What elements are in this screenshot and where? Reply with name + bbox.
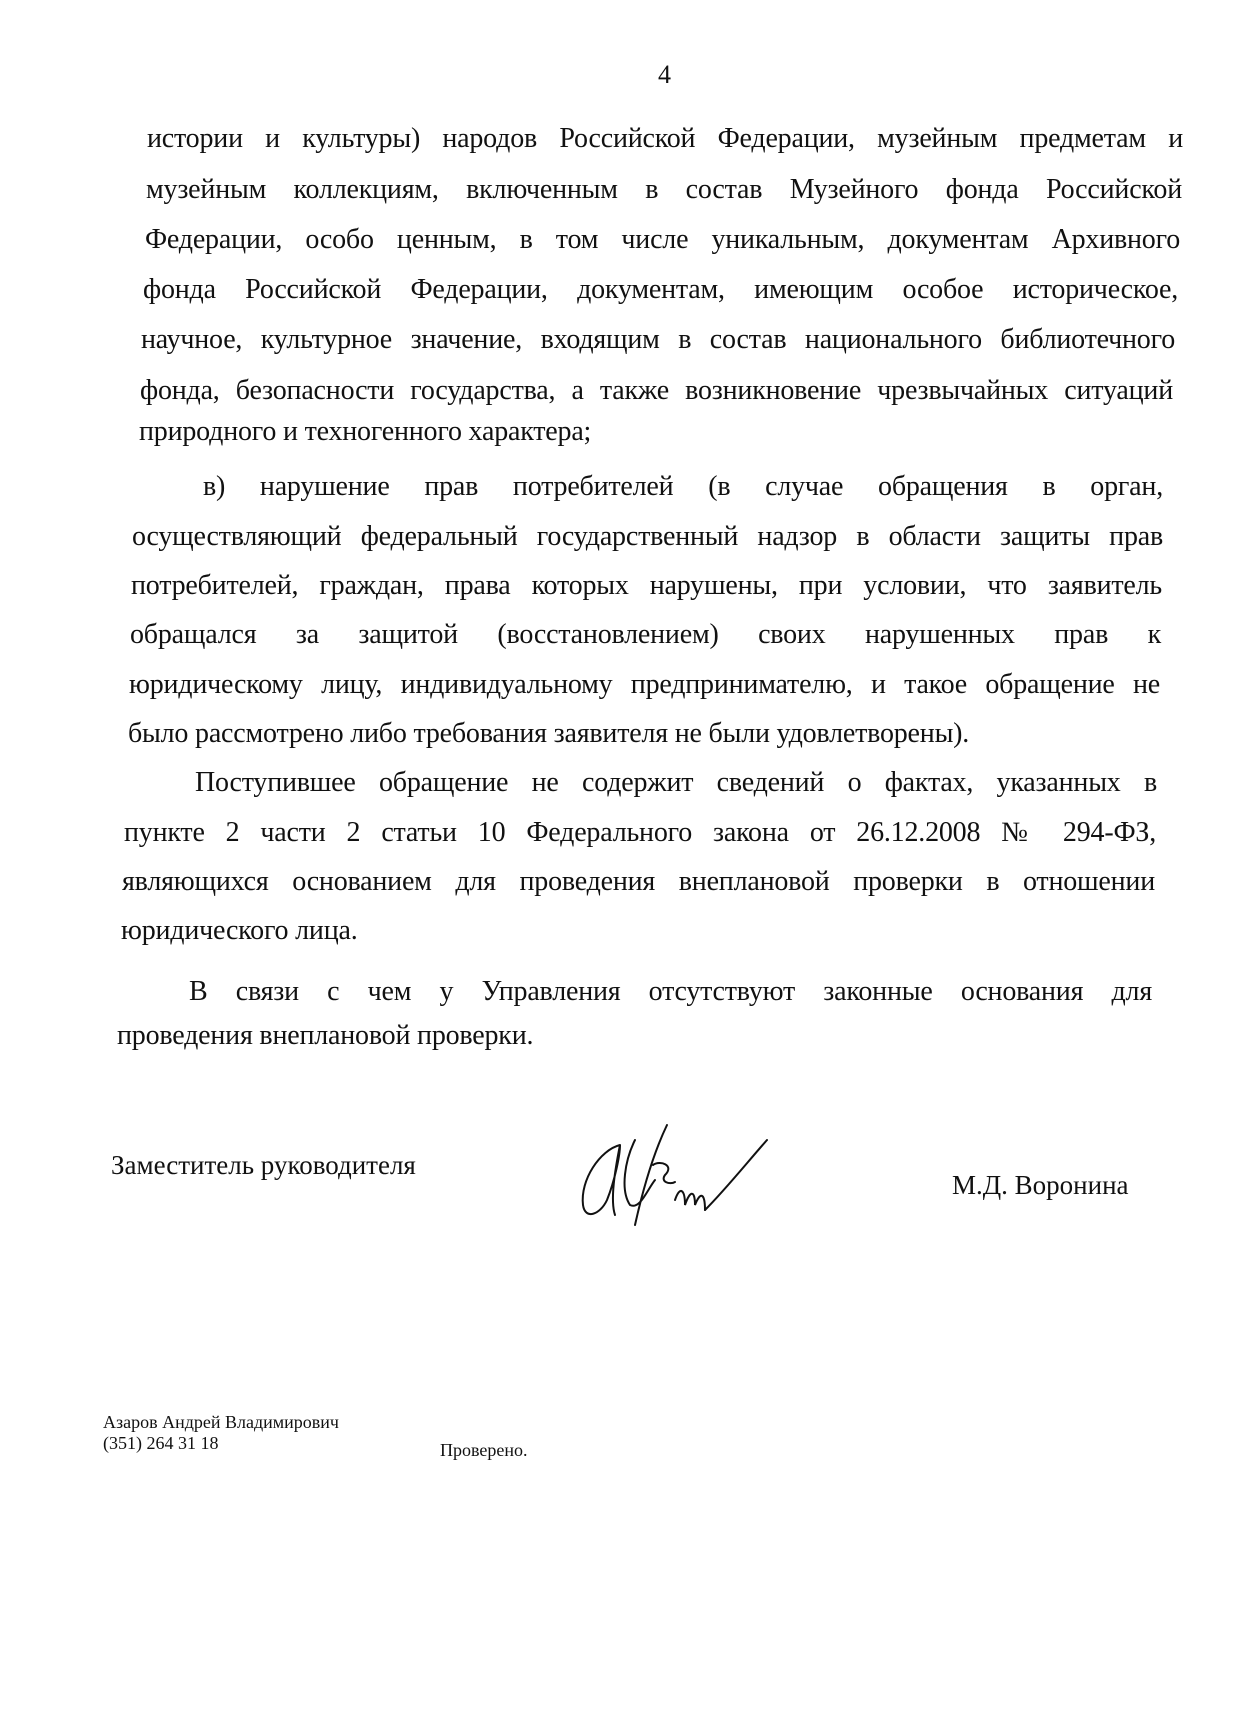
text-line: фонда Российской Федерации, документам, имеющим особое историческое, xyxy=(143,274,1178,305)
signatory-name: М.Д. Воронина xyxy=(952,1170,1129,1200)
executor-phone: (351) 264 31 18 xyxy=(103,1433,219,1453)
page-number: 4 xyxy=(658,60,671,89)
text-line: проведения внеплановой проверки. xyxy=(117,1020,534,1051)
text-line: природного и техногенного характера; xyxy=(139,416,592,447)
text-line: Федерации, особо ценным, в том числе уникальным, документам Архивного xyxy=(145,224,1180,255)
text-line: музейным коллекциям, включенным в состав Музейного фонда Российской xyxy=(146,174,1182,205)
text-line: В связи с чем у Управления отсутствуют законные основания для xyxy=(189,976,1152,1007)
text-line: пункте 2 части 2 статьи 10 Федерального закона от 26.12.2008 № 294-ФЗ, xyxy=(124,817,1156,848)
text-line: в) нарушение прав потребителей (в случае обращения в орган, xyxy=(203,471,1163,502)
signatory-position: Заместитель руководителя xyxy=(111,1150,416,1180)
text-line: обращался за защитой (восстановлением) своих нарушенных прав к xyxy=(130,619,1161,650)
text-line: фонда, безопасности государства, а также возникновение чрезвычайных ситуаций xyxy=(140,375,1173,406)
checked-note: Проверено. xyxy=(440,1440,528,1460)
text-line: Поступившее обращение не содержит сведений о фактах, указанных в xyxy=(195,767,1157,798)
text-line: юридического лица. xyxy=(121,915,358,946)
handwritten-signature xyxy=(575,1120,775,1230)
text-line: истории и культуры) народов Российской Федерации, музейным предметам и xyxy=(147,123,1183,154)
text-line: юридическому лицу, индивидуальному предпринимателю, и такое обращение не xyxy=(129,669,1160,700)
text-line: было рассмотрено либо требования заявителя не были удовлетворены). xyxy=(128,718,970,749)
text-line: являющихся основанием для проведения внеплановой проверки в отношении xyxy=(122,866,1155,897)
text-line: научное, культурное значение, входящим в состав национального библиотечного xyxy=(141,324,1175,355)
text-line: потребителей, граждан, права которых нарушены, при условии, что заявитель xyxy=(131,570,1162,601)
text-line: осуществляющий федеральный государственный надзор в области защиты прав xyxy=(132,521,1163,552)
executor-name: Азаров Андрей Владимирович xyxy=(103,1412,339,1432)
